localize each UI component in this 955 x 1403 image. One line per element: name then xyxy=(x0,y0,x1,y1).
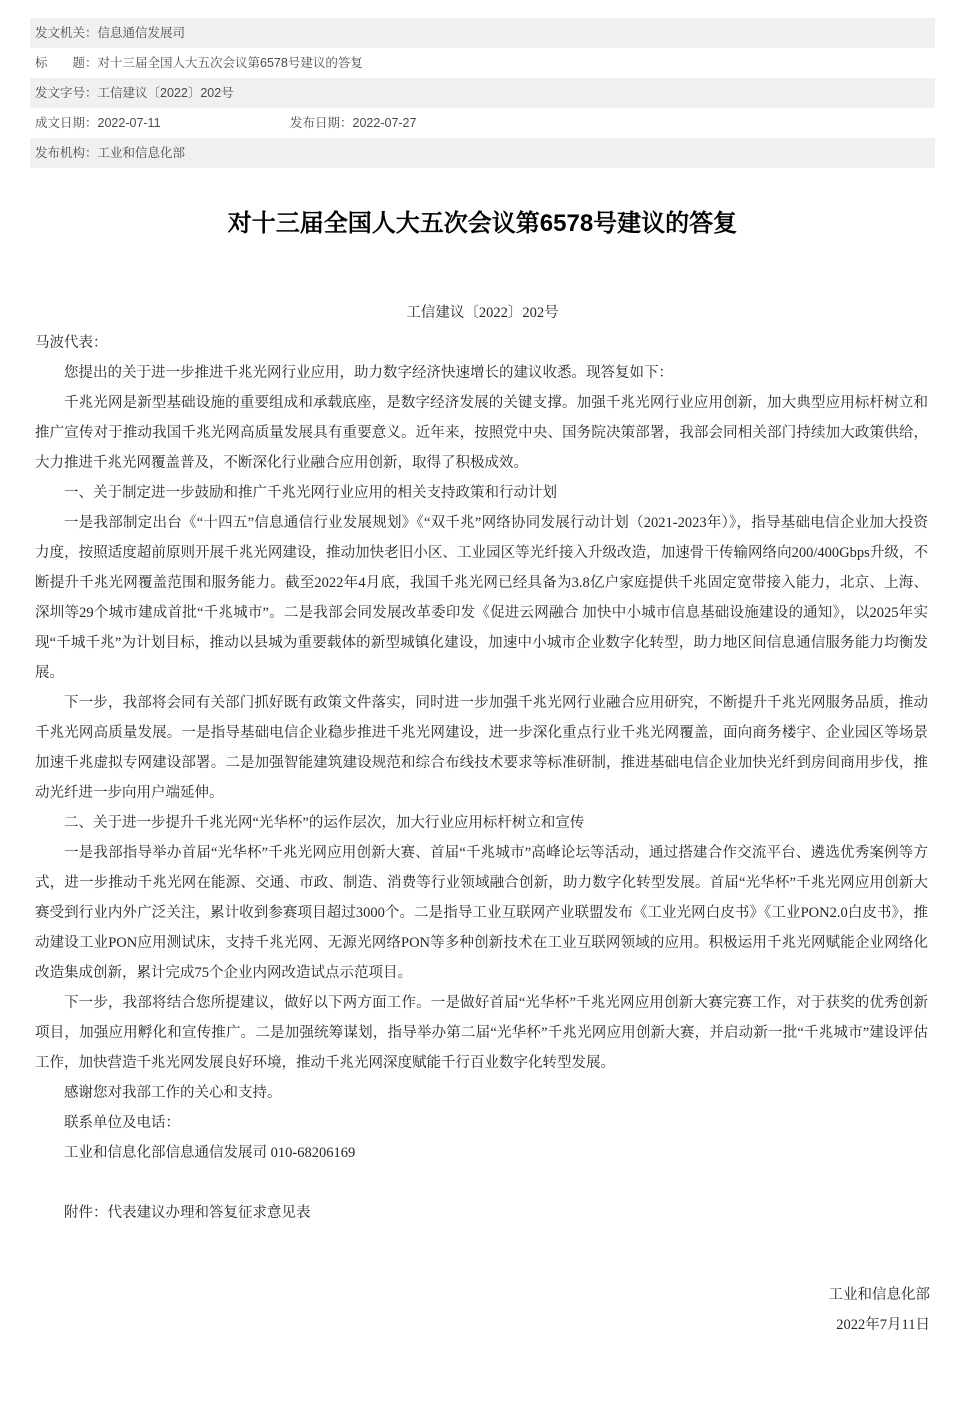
paragraph: 千兆光网是新型基础设施的重要组成和承载底座，是数字经济发展的关键支撑。加强千兆光网行业应用创新，加大典型应用标杆树立和推广宣传对于推动我国千兆光网高质量发展具有重要意义。近年来，按照党中央、国务院决策部署，我部会同相关部门持续加大政策供给，大力推进千兆光网覆盖普及，不断深化行业融合应用创新，取得了积极成效。 xyxy=(35,395,928,471)
document-number: 工信建议〔2022〕202号 xyxy=(406,305,559,321)
section-heading-2: 二、关于进一步提升千兆光网“光华杯”的运作层次，加大行业应用标杆树立和宣传 xyxy=(64,815,585,831)
meta-value: 2022-07-27 xyxy=(352,116,417,130)
meta-value: 对十三届全国人大五次会议第6578号建议的答复 xyxy=(97,56,363,70)
signer-name: 工业和信息化部 xyxy=(828,1287,930,1303)
paragraph-contact-label: 联系单位及电话： xyxy=(64,1115,180,1131)
paragraph: 下一步，我部将会同有关部门抓好既有政策文件落实，同时进一步加强千兆光网行业融合应用研究，不断提升千兆光网服务品质，推动千兆光网高质量发展。一是指导基础电信企业稳步推进千兆光网建设，进一步深化重点行业千兆光网覆盖，面向商务楼宇、企业园区等场景加速千兆虚拟专网建设部署。二是加强智能建筑建设规范和综合布线技术要求等标准研制，推进基础电信企业加快光纤到房间商用步伐，推动光纤进一步向用户端延伸。 xyxy=(35,695,928,801)
meta-label: 成文日期： xyxy=(35,116,98,130)
meta-row-title xyxy=(30,48,935,78)
signature-block xyxy=(30,1280,935,1340)
paragraph-contact-phone: 工业和信息化部信息通信发展司 010-68206169 xyxy=(64,1145,356,1161)
paragraph: 下一步，我部将结合您所提建议，做好以下两方面工作。一是做好首届“光华杯”千兆光网应用创新大赛完赛工作，对于获奖的优秀创新项目，加强应用孵化和宣传推广。二是加强统筹谋划，指导举办第二届“光华杯”千兆光网应用创新大赛，并启动新一批“千兆城市”建设评估工作，加快营造千兆光网发展良好环境，推动千兆光网深度赋能千行百业数字化转型发展。 xyxy=(35,995,928,1071)
paragraph: 一是我部指导举办首届“光华杯”千兆光网应用创新大赛、首届“千兆城市”高峰论坛等活动，通过搭建合作交流平台、遴选优秀案例等方式，进一步推动千兆光网在能源、交通、市政、制造、消费等行业领域融合创新，助力数字化转型发展。首届“光华杯”千兆光网应用创新大赛受到行业内外广泛关注，累计收到参赛项目超过3000个。二是指导工业互联网产业联盟发布《工业光网白皮书》《工业PON2.0白皮书》，推动建设工业PON应用测试床，支持千兆光网、无源光网络PON等多种创新技术在工业互联网领域的应用。积极运用千兆光网赋能企业网络化改造集成创新，累计完成75个企业内网改造试点示范项目。 xyxy=(35,845,928,981)
meta-value: 信息通信发展司 xyxy=(97,26,186,40)
meta-label: 发文机关： xyxy=(35,26,98,40)
meta-label: 标 题： xyxy=(35,56,98,70)
meta-value: 工业和信息化部 xyxy=(97,146,186,160)
meta-label: 发文字号： xyxy=(35,86,98,100)
meta-value: 2022-07-11 xyxy=(97,116,161,130)
signature-date: 2022年7月11日 xyxy=(836,1317,930,1333)
paragraph-thanks: 感谢您对我部工作的关心和支持。 xyxy=(64,1085,282,1101)
salutation: 马波代表： xyxy=(35,335,108,351)
attachment-line: 附件：代表建议办理和答复征求意见表 xyxy=(64,1205,311,1221)
meta-table xyxy=(30,18,935,168)
paragraph: 一是我部制定出台《“十四五”信息通信行业发展规划》《“双千兆”网络协同发展行动计划（2021-2023年）》，指导基础电信企业加大投资力度，按照适度超前原则开展千兆光网建设，推动加快老旧小区、工业园区等光纤接入升级改造，加速骨干传输网络向200/400Gbps升级，不断提升千兆光网覆盖范围和服务能力。截至2022年4月底，我国千兆光网已经具备为3.8亿户家庭提供千兆固定宽带接入能力，北京、上海、深圳等29个城市建成首批“千兆城市”。二是我部会同发展改革委印发《促进云网融合 加快中小城市信息基础设施建设的通知》，以2025年实现“千城千兆”为计划目标，推动以县城为重要载体的新型城镇化建设，加速中小城市企业数字化转型，助力地区间信息通信服务能力均衡发展。 xyxy=(35,515,928,681)
meta-row-dates xyxy=(30,108,935,138)
meta-row-publisher xyxy=(30,138,935,168)
page-title: 对十三届全国人大五次会议第6578号建议的答复 xyxy=(227,210,738,237)
meta-row-doc-number xyxy=(30,78,935,108)
meta-row-issuing-office xyxy=(30,18,935,48)
meta-value: 工信建议〔2022〕202号 xyxy=(97,86,234,100)
document-body xyxy=(30,328,935,1228)
section-heading-1: 一、关于制定进一步鼓励和推广千兆光网行业应用的相关支持政策和行动计划 xyxy=(64,485,557,501)
paragraph: 您提出的关于进一步推进千兆光网行业应用，助力数字经济快速增长的建议收悉。现答复如下： xyxy=(64,365,673,381)
meta-label: 发布日期： xyxy=(290,116,353,130)
meta-label: 发布机构： xyxy=(35,146,98,160)
meta-publish-date xyxy=(290,108,416,138)
